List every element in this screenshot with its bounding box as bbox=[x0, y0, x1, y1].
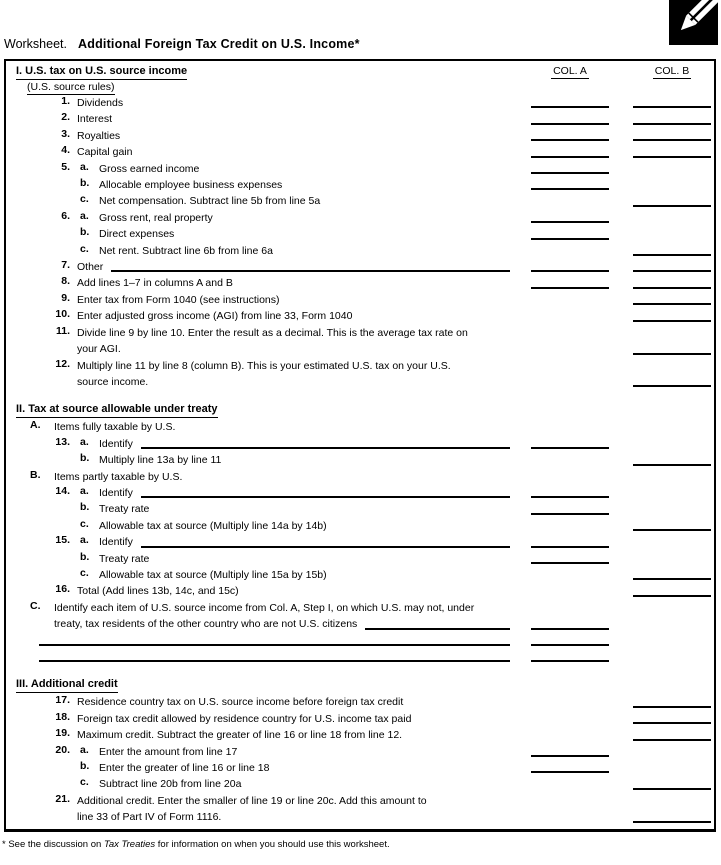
entry-line-colb[interactable] bbox=[633, 353, 711, 355]
entry-columns bbox=[531, 562, 711, 567]
entry-columns bbox=[531, 238, 711, 243]
entry-columns bbox=[531, 287, 711, 292]
line-subletter: c. bbox=[80, 242, 89, 255]
row-text: Add lines 1–7 in columns A and B bbox=[77, 277, 233, 290]
row-text: line 33 of Part IV of Form 1116. bbox=[77, 811, 222, 824]
entry-line-cola[interactable] bbox=[531, 238, 609, 240]
line-subletter: a. bbox=[80, 743, 89, 756]
row-text-line bbox=[6, 325, 510, 341]
row-text: Gross earned income bbox=[99, 162, 200, 175]
row-text-line bbox=[6, 95, 510, 111]
row-text-line bbox=[6, 308, 510, 324]
row-label bbox=[6, 567, 510, 583]
entry-line-cola[interactable] bbox=[531, 562, 609, 564]
worksheet-row bbox=[6, 436, 714, 452]
worksheet-row bbox=[6, 485, 714, 501]
row-label bbox=[6, 308, 510, 324]
entry-columns bbox=[531, 221, 711, 226]
row-text-line bbox=[6, 419, 510, 435]
row-label bbox=[6, 744, 510, 760]
worksheet-row bbox=[6, 776, 714, 792]
row-label bbox=[6, 292, 510, 308]
row-text-line bbox=[6, 727, 510, 743]
line-subletter: b. bbox=[80, 501, 90, 514]
entry-columns bbox=[531, 139, 711, 144]
item-letter: A. bbox=[30, 419, 41, 432]
row-text: Allocable employee business expenses bbox=[99, 179, 283, 192]
footnote bbox=[2, 839, 390, 850]
row-text: Treaty rate bbox=[99, 503, 150, 516]
worksheet-row bbox=[6, 308, 714, 324]
line-subletter: b. bbox=[80, 452, 90, 465]
row-label bbox=[6, 193, 510, 209]
line-number: 18. bbox=[55, 710, 70, 723]
row-text: Enter tax from Form 1040 (see instructions) bbox=[77, 293, 280, 306]
footnote-italic: Tax Treaties bbox=[103, 839, 156, 850]
worksheet-row bbox=[6, 633, 714, 649]
row-label bbox=[6, 210, 510, 226]
row-text: Enter adjusted gross income (AGI) from line 33, Form 1040 bbox=[77, 310, 353, 323]
row-label bbox=[6, 226, 510, 242]
row-text-line bbox=[6, 583, 510, 599]
entry-line-cola[interactable] bbox=[531, 221, 609, 223]
entry-columns bbox=[531, 529, 711, 534]
entry-columns bbox=[531, 172, 711, 177]
entry-columns bbox=[531, 722, 711, 727]
entry-columns bbox=[531, 254, 711, 259]
row-text-line bbox=[6, 292, 510, 308]
entry-columns bbox=[531, 821, 711, 826]
row-label bbox=[6, 534, 510, 550]
worksheet-row bbox=[6, 567, 714, 583]
line-number: 9. bbox=[61, 291, 70, 304]
section-heading: I. U.S. tax on U.S. source income bbox=[16, 65, 187, 80]
entry-columns bbox=[531, 303, 711, 308]
pencil-icon bbox=[669, 0, 718, 45]
row-text: Capital gain bbox=[77, 146, 133, 159]
line-subletter: c. bbox=[80, 776, 89, 789]
entry-columns bbox=[531, 353, 711, 358]
entry-columns bbox=[531, 788, 711, 793]
entry-columns bbox=[531, 706, 711, 711]
row-label bbox=[6, 694, 510, 710]
worksheet-box bbox=[4, 59, 716, 832]
worksheet-row bbox=[6, 161, 714, 177]
line-number: 17. bbox=[55, 694, 70, 707]
row-text: Interest bbox=[77, 113, 113, 126]
row-text: Items partly taxable by U.S. bbox=[54, 470, 183, 483]
row-text: Foreign tax credit allowed by residence country for U.S. income tax paid bbox=[77, 712, 412, 725]
entry-line-cola[interactable] bbox=[531, 172, 609, 174]
row-label bbox=[6, 161, 510, 177]
entry-columns bbox=[531, 320, 711, 325]
worksheet-row bbox=[6, 325, 714, 358]
entry-columns bbox=[531, 644, 711, 649]
line-number: 8. bbox=[61, 275, 70, 288]
section-heading-row bbox=[6, 678, 714, 693]
footnote-prefix: * See the discussion on bbox=[2, 839, 104, 850]
write-in-line[interactable] bbox=[39, 644, 510, 646]
row-label bbox=[6, 469, 510, 485]
col-a-header: COL. A bbox=[553, 65, 587, 77]
row-text-line bbox=[6, 275, 510, 291]
row-text-line bbox=[6, 694, 510, 710]
entry-columns bbox=[531, 433, 711, 436]
row-text-line bbox=[6, 660, 510, 665]
entry-line-colb[interactable] bbox=[633, 254, 711, 256]
row-label bbox=[6, 144, 510, 160]
row-text: your AGI. bbox=[77, 343, 121, 356]
entry-line-cola[interactable] bbox=[531, 513, 609, 515]
entry-columns bbox=[531, 188, 711, 193]
worksheet-row bbox=[6, 275, 714, 291]
row-text: Maximum credit. Subtract the greater of line 16 or line 18 from line 12. bbox=[77, 729, 403, 742]
worksheet-row bbox=[6, 419, 714, 435]
worksheet-row bbox=[6, 583, 714, 599]
title-prefix: Worksheet. bbox=[4, 37, 67, 51]
entry-columns bbox=[531, 205, 711, 210]
worksheet-row bbox=[6, 128, 714, 144]
entry-columns bbox=[531, 447, 711, 452]
line-subletter: a. bbox=[80, 534, 89, 547]
row-text: Direct expenses bbox=[99, 228, 175, 241]
entry-line-colb[interactable] bbox=[633, 578, 711, 580]
line-subletter: a. bbox=[80, 160, 89, 173]
worksheet-row bbox=[6, 177, 714, 193]
line-subletter: b. bbox=[80, 760, 90, 772]
line-subletter: c. bbox=[80, 193, 89, 206]
entry-line-cola[interactable] bbox=[531, 156, 609, 158]
entry-line-colb[interactable] bbox=[633, 139, 711, 141]
entry-line-colb[interactable] bbox=[633, 529, 711, 531]
entry-line-colb[interactable] bbox=[633, 595, 711, 597]
line-number: 14. bbox=[55, 484, 70, 497]
entry-line-cola[interactable] bbox=[531, 755, 609, 757]
row-label bbox=[6, 111, 510, 127]
row-text: source income. bbox=[77, 375, 149, 388]
row-text: Identify bbox=[99, 486, 133, 499]
line-number: 21. bbox=[55, 792, 70, 805]
entry-columns bbox=[531, 739, 711, 744]
row-text-line bbox=[6, 600, 510, 616]
entry-columns bbox=[531, 123, 711, 128]
row-text: Dividends bbox=[77, 97, 124, 109]
worksheet-row bbox=[6, 501, 714, 517]
row-text-line2 bbox=[6, 374, 510, 390]
row-text: treaty, tax residents of the other country who are not U.S. citizens bbox=[54, 618, 358, 631]
write-in-line[interactable] bbox=[141, 534, 510, 547]
page-title bbox=[4, 37, 360, 51]
entry-line-colb[interactable] bbox=[633, 788, 711, 790]
entry-line-cola[interactable] bbox=[531, 123, 609, 125]
entry-columns bbox=[531, 578, 711, 583]
entry-line-colb[interactable] bbox=[633, 123, 711, 125]
row-text: Allowable tax at source (Multiply line 14a by 14b) bbox=[99, 519, 327, 532]
worksheet-row bbox=[6, 452, 714, 468]
entry-columns bbox=[531, 156, 711, 161]
row-label bbox=[6, 177, 510, 193]
row-text-line2 bbox=[6, 616, 510, 632]
line-number: 13. bbox=[55, 435, 70, 448]
column-headers bbox=[531, 65, 711, 77]
entry-columns bbox=[531, 755, 711, 760]
worksheet-row bbox=[6, 193, 714, 209]
entry-line-cola[interactable] bbox=[531, 188, 609, 190]
entry-columns bbox=[531, 513, 711, 518]
entry-line-cola[interactable] bbox=[531, 287, 609, 289]
entry-line-cola[interactable] bbox=[531, 628, 609, 630]
entry-line-colb[interactable] bbox=[633, 739, 711, 741]
row-text: Enter the amount from line 17 bbox=[99, 745, 238, 758]
entry-line-colb[interactable] bbox=[633, 205, 711, 207]
worksheet-row bbox=[6, 226, 714, 242]
row-text-line2 bbox=[6, 341, 510, 357]
row-text-line bbox=[6, 358, 510, 374]
line-number: 16. bbox=[55, 583, 70, 596]
row-label bbox=[6, 644, 510, 649]
line-subletter: c. bbox=[80, 517, 89, 530]
row-text: Royalties bbox=[77, 129, 121, 142]
write-in-line[interactable] bbox=[141, 485, 510, 498]
section-heading: II. Tax at source allowable under treaty bbox=[16, 403, 218, 418]
row-text-line bbox=[6, 644, 510, 649]
section-heading: III. Additional credit bbox=[16, 678, 118, 693]
entry-columns bbox=[531, 482, 711, 485]
line-number: 2. bbox=[61, 111, 70, 124]
section-heading-row bbox=[6, 403, 714, 418]
entry-line-colb[interactable] bbox=[633, 464, 711, 466]
line-number: 11. bbox=[55, 324, 70, 337]
row-label bbox=[6, 551, 510, 567]
row-label bbox=[6, 452, 510, 468]
footnote-suffix: for information on when you should use this worksheet. bbox=[155, 839, 390, 850]
row-text: Subtract line 20b from line 20a bbox=[99, 778, 242, 791]
line-number: 1. bbox=[61, 95, 70, 107]
entry-line-colb[interactable] bbox=[633, 270, 711, 272]
line-number: 6. bbox=[61, 209, 70, 222]
entry-columns bbox=[531, 628, 711, 633]
row-text: Allowable tax at source (Multiply line 15a by 15b) bbox=[99, 568, 327, 581]
entry-line-colb[interactable] bbox=[633, 320, 711, 322]
row-text: Identify each item of U.S. source income from Col. A, Step I, on which U.S. may not, under bbox=[54, 601, 475, 614]
section-subheading: (U.S. source rules) bbox=[27, 81, 115, 93]
entry-line-cola[interactable] bbox=[531, 139, 609, 141]
line-number: 7. bbox=[61, 259, 70, 272]
row-label bbox=[6, 501, 510, 517]
row-label bbox=[6, 518, 510, 534]
row-text: Multiply line 11 by line 8 (column B). This is your estimated U.S. tax on your U.S. bbox=[77, 359, 451, 372]
entry-line-colb[interactable] bbox=[633, 385, 711, 387]
title-main: Additional Foreign Tax Credit on U.S. Income* bbox=[78, 37, 360, 51]
write-in-line[interactable] bbox=[365, 616, 510, 629]
worksheet-row bbox=[6, 534, 714, 550]
entry-line-colb[interactable] bbox=[633, 722, 711, 724]
worksheet-row bbox=[6, 551, 714, 567]
line-subletter: a. bbox=[80, 484, 89, 497]
row-label bbox=[6, 727, 510, 743]
worksheet-row bbox=[6, 711, 714, 727]
row-label bbox=[6, 128, 510, 144]
entry-line-cola[interactable] bbox=[531, 270, 609, 272]
line-subletter: b. bbox=[80, 550, 90, 563]
worksheet-row bbox=[6, 760, 714, 776]
line-subletter: a. bbox=[80, 209, 89, 222]
entry-columns bbox=[531, 385, 711, 390]
row-label bbox=[6, 419, 510, 435]
entry-columns bbox=[531, 106, 711, 111]
row-text: Multiply line 13a by line 11 bbox=[99, 454, 222, 467]
row-text-line2 bbox=[6, 809, 510, 825]
line-subletter: b. bbox=[80, 226, 90, 239]
row-text-line bbox=[6, 259, 510, 275]
entry-columns bbox=[531, 546, 711, 551]
entry-columns bbox=[531, 771, 711, 776]
row-text-line bbox=[6, 469, 510, 485]
row-text: Net rent. Subtract line 6b from line 6a bbox=[99, 244, 273, 257]
row-label bbox=[6, 325, 510, 358]
worksheet-row bbox=[6, 111, 714, 127]
line-number: 4. bbox=[61, 144, 70, 157]
row-label bbox=[6, 259, 510, 275]
row-label bbox=[6, 358, 510, 391]
entry-line-colb[interactable] bbox=[633, 303, 711, 305]
row-text: Items fully taxable by U.S. bbox=[54, 421, 176, 434]
col-b-header: COL. B bbox=[654, 65, 690, 77]
line-subletter: c. bbox=[80, 566, 89, 579]
row-text-line bbox=[6, 144, 510, 160]
row-text: Total (Add lines 13b, 14c, and 15c) bbox=[77, 585, 239, 598]
row-text-line bbox=[6, 128, 510, 144]
worksheet-row bbox=[6, 600, 714, 633]
line-number: 10. bbox=[55, 308, 70, 321]
entry-line-cola[interactable] bbox=[531, 496, 609, 498]
row-text-line bbox=[6, 111, 510, 127]
row-text: Net compensation. Subtract line 5b from line 5a bbox=[99, 195, 321, 208]
row-text: Identify bbox=[99, 536, 133, 549]
worksheet-row bbox=[6, 144, 714, 160]
row-text: Enter the greater of line 16 or line 18 bbox=[99, 762, 270, 774]
worksheet-row bbox=[6, 649, 714, 665]
entry-line-cola[interactable] bbox=[531, 447, 609, 449]
line-number: 3. bbox=[61, 127, 70, 140]
line-number: 12. bbox=[55, 357, 70, 370]
item-letter: B. bbox=[30, 468, 41, 481]
worksheet-row bbox=[6, 469, 714, 485]
row-text: Treaty rate bbox=[99, 552, 150, 565]
worksheet-row bbox=[6, 793, 714, 826]
worksheet-row bbox=[6, 744, 714, 760]
entry-line-colb[interactable] bbox=[633, 821, 711, 823]
write-in-line[interactable] bbox=[141, 436, 510, 449]
worksheet-row bbox=[6, 518, 714, 534]
worksheet-row bbox=[6, 358, 714, 391]
entry-columns bbox=[531, 496, 711, 501]
row-label bbox=[6, 776, 510, 792]
row-label bbox=[6, 275, 510, 291]
entry-columns bbox=[531, 464, 711, 469]
row-text-line bbox=[6, 793, 510, 809]
worksheet-row bbox=[6, 292, 714, 308]
row-label bbox=[6, 485, 510, 501]
section-heading-row bbox=[6, 65, 714, 80]
entry-line-colb[interactable] bbox=[633, 156, 711, 158]
row-label bbox=[6, 711, 510, 727]
row-text: Identify bbox=[99, 437, 133, 450]
line-number: 5. bbox=[61, 160, 70, 173]
entry-line-cola[interactable] bbox=[531, 106, 609, 108]
worksheet-row bbox=[6, 210, 714, 226]
row-text: Residence country tax on U.S. source income before foreign tax credit bbox=[77, 696, 404, 709]
line-number: 15. bbox=[55, 534, 70, 547]
row-label bbox=[6, 600, 510, 633]
line-subletter: b. bbox=[80, 177, 90, 190]
row-text: Divide line 9 by line 10. Enter the result as a decimal. This is the average tax rate on bbox=[77, 326, 468, 339]
worksheet-row bbox=[6, 259, 714, 275]
row-label bbox=[6, 436, 510, 452]
write-in-line[interactable] bbox=[39, 660, 510, 662]
worksheet-row bbox=[6, 243, 714, 259]
write-in-line[interactable] bbox=[111, 259, 510, 272]
entry-columns bbox=[531, 660, 711, 665]
entry-line-cola[interactable] bbox=[531, 660, 609, 662]
row-text: Additional credit. Enter the smaller of line 19 or line 20c. Add this amount to bbox=[77, 794, 427, 807]
row-label bbox=[6, 583, 510, 599]
worksheet-row bbox=[6, 727, 714, 743]
line-number: 19. bbox=[55, 727, 70, 740]
entry-line-colb[interactable] bbox=[633, 106, 711, 108]
item-letter: C. bbox=[30, 599, 41, 612]
row-label bbox=[6, 660, 510, 665]
entry-line-colb[interactable] bbox=[633, 706, 711, 708]
entry-line-colb[interactable] bbox=[633, 287, 711, 289]
row-label bbox=[6, 243, 510, 259]
line-subletter: a. bbox=[80, 435, 89, 448]
entry-line-cola[interactable] bbox=[531, 644, 609, 646]
worksheet-row bbox=[6, 694, 714, 710]
row-text: Other bbox=[77, 261, 104, 274]
entry-line-cola[interactable] bbox=[531, 771, 609, 773]
row-label bbox=[6, 760, 510, 776]
row-text: Gross rent, real property bbox=[99, 211, 213, 224]
worksheet-row bbox=[6, 95, 714, 111]
entry-columns bbox=[531, 595, 711, 600]
row-text-line bbox=[6, 711, 510, 727]
entry-line-cola[interactable] bbox=[531, 546, 609, 548]
row-label bbox=[6, 793, 510, 826]
line-number: 20. bbox=[55, 743, 70, 756]
row-label bbox=[6, 95, 510, 111]
entry-columns bbox=[531, 270, 711, 275]
